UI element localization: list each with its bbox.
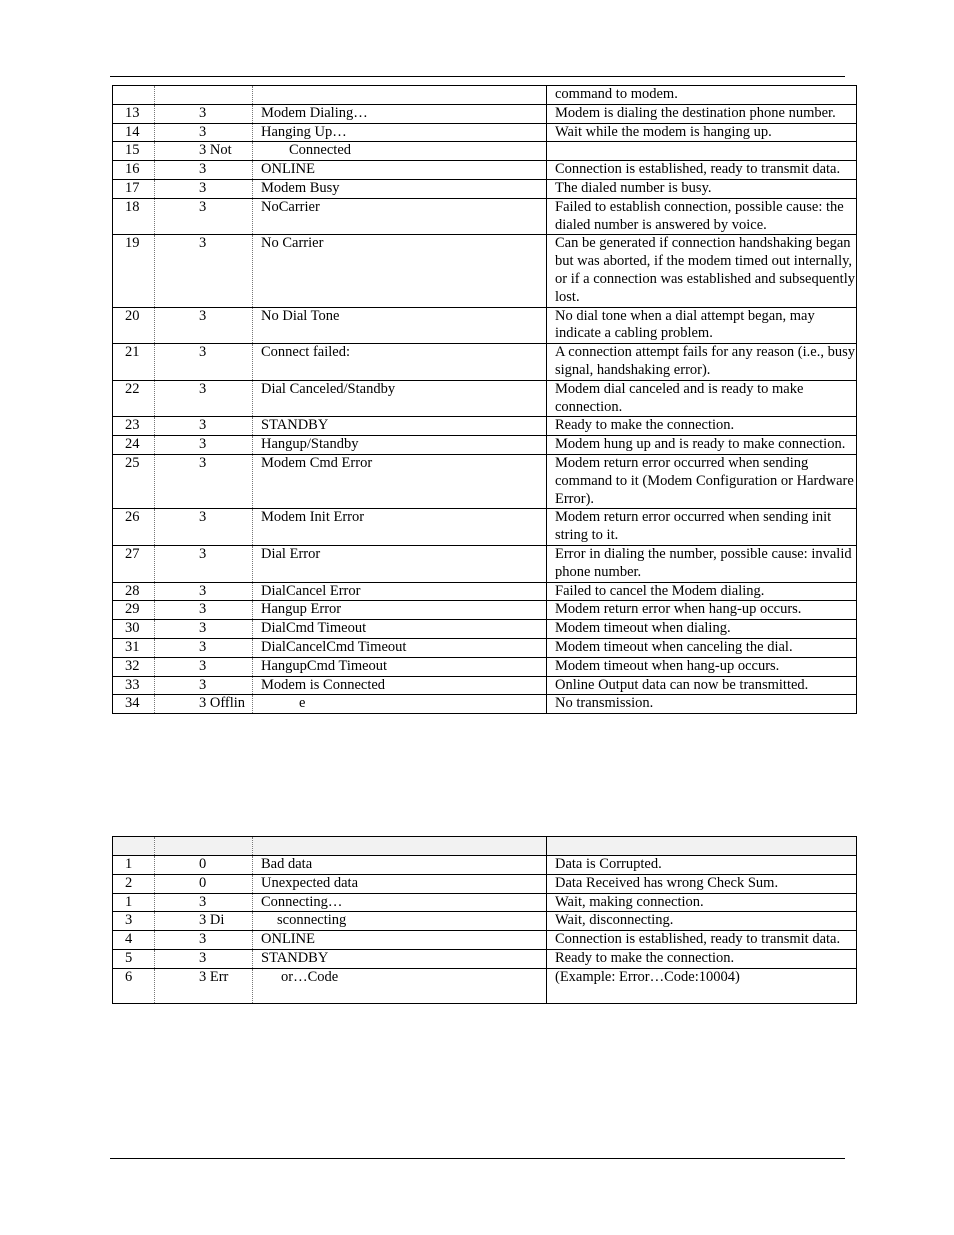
row-description: Modem timeout when hang-up occurs. bbox=[547, 657, 857, 676]
row-level: 3 bbox=[155, 601, 253, 620]
row-level: 3 bbox=[155, 620, 253, 639]
table-row bbox=[113, 161, 857, 180]
row-number: 23 bbox=[113, 417, 155, 436]
row-number: 13 bbox=[113, 104, 155, 123]
row-number: 34 bbox=[113, 695, 155, 714]
row-number: 25 bbox=[113, 454, 155, 508]
row-description: Connection is established, ready to transmit data. bbox=[547, 931, 857, 950]
row-number: 22 bbox=[113, 380, 155, 417]
header-rule bbox=[110, 76, 845, 77]
table-row bbox=[113, 874, 857, 893]
row-level: 3 bbox=[155, 123, 253, 142]
row-message: Bad data bbox=[253, 856, 547, 875]
row-description: Wait while the modem is hanging up. bbox=[547, 123, 857, 142]
row-level: 3 Offlin bbox=[155, 695, 253, 714]
row-message: Connecting… bbox=[253, 893, 547, 912]
table-row bbox=[113, 417, 857, 436]
row-message: Hangup Error bbox=[253, 601, 547, 620]
row-level: 3 bbox=[155, 436, 253, 455]
table-row bbox=[113, 344, 857, 381]
row-description: Failed to establish connection, possible cause: the dialed number is answered by voice. bbox=[547, 198, 857, 235]
table-row bbox=[113, 912, 857, 931]
row-message: Hangup/Standby bbox=[253, 436, 547, 455]
row-level: 3 bbox=[155, 104, 253, 123]
row-number: 21 bbox=[113, 344, 155, 381]
row-description: Wait, making connection. bbox=[547, 893, 857, 912]
row-level: 0 bbox=[155, 856, 253, 875]
row-level: 3 bbox=[155, 893, 253, 912]
row-level: 3 bbox=[155, 344, 253, 381]
table-row bbox=[113, 198, 857, 235]
row-description: Modem hung up and is ready to make connection. bbox=[547, 436, 857, 455]
row-message: ONLINE bbox=[253, 161, 547, 180]
row-number: 29 bbox=[113, 601, 155, 620]
row-description: Wait, disconnecting. bbox=[547, 912, 857, 931]
row-level bbox=[155, 837, 253, 856]
row-message: No Dial Tone bbox=[253, 307, 547, 344]
row-level: 3 Err bbox=[155, 968, 253, 1003]
row-level: 3 bbox=[155, 545, 253, 582]
row-description: Modem dial canceled and is ready to make connection. bbox=[547, 380, 857, 417]
table-row bbox=[113, 601, 857, 620]
row-message: DialCancel Error bbox=[253, 582, 547, 601]
row-description: The dialed number is busy. bbox=[547, 179, 857, 198]
table-row bbox=[113, 893, 857, 912]
row-number: 19 bbox=[113, 235, 155, 307]
row-number: 1 bbox=[113, 856, 155, 875]
row-message: Unexpected data bbox=[253, 874, 547, 893]
row-number: 16 bbox=[113, 161, 155, 180]
row-level: 3 bbox=[155, 307, 253, 344]
connection-status-table bbox=[112, 836, 857, 1004]
modem-status-table bbox=[112, 85, 857, 714]
table-row bbox=[113, 104, 857, 123]
row-description: No transmission. bbox=[547, 695, 857, 714]
table-row bbox=[113, 142, 857, 161]
row-description: A connection attempt fails for any reason (i.e., busy signal, handshaking error). bbox=[547, 344, 857, 381]
table-row bbox=[113, 436, 857, 455]
row-number: 33 bbox=[113, 676, 155, 695]
row-number: 3 bbox=[113, 912, 155, 931]
row-description: (Example: Error…Code:10004) bbox=[547, 968, 857, 1003]
row-level: 3 Not bbox=[155, 142, 253, 161]
row-number: 18 bbox=[113, 198, 155, 235]
row-number: 24 bbox=[113, 436, 155, 455]
row-description: Modem timeout when canceling the dial. bbox=[547, 638, 857, 657]
table-row bbox=[113, 582, 857, 601]
row-level: 3 bbox=[155, 198, 253, 235]
row-level: 3 bbox=[155, 676, 253, 695]
row-message: or…Code bbox=[253, 968, 547, 1003]
table-row bbox=[113, 380, 857, 417]
table-row bbox=[113, 968, 857, 1003]
row-description bbox=[547, 837, 857, 856]
row-description: Ready to make the connection. bbox=[547, 949, 857, 968]
table-row bbox=[113, 454, 857, 508]
row-level: 3 bbox=[155, 235, 253, 307]
table-row bbox=[113, 86, 857, 105]
row-description: Modem return error occurred when sending init string to it. bbox=[547, 509, 857, 546]
row-message: Modem Busy bbox=[253, 179, 547, 198]
row-number: 32 bbox=[113, 657, 155, 676]
table-row bbox=[113, 620, 857, 639]
table-row bbox=[113, 179, 857, 198]
row-description bbox=[547, 142, 857, 161]
row-description: Error in dialing the number, possible cause: invalid phone number. bbox=[547, 545, 857, 582]
table-row bbox=[113, 307, 857, 344]
table-row bbox=[113, 235, 857, 307]
row-message: Modem is Connected bbox=[253, 676, 547, 695]
table-row bbox=[113, 676, 857, 695]
row-level: 3 bbox=[155, 657, 253, 676]
row-level: 3 bbox=[155, 417, 253, 436]
row-number: 17 bbox=[113, 179, 155, 198]
row-level: 3 bbox=[155, 509, 253, 546]
row-message: Modem Cmd Error bbox=[253, 454, 547, 508]
table-row bbox=[113, 509, 857, 546]
row-level: 3 bbox=[155, 380, 253, 417]
row-description: Online Output data can now be transmitted. bbox=[547, 676, 857, 695]
row-message: Hanging Up… bbox=[253, 123, 547, 142]
row-message: HangupCmd Timeout bbox=[253, 657, 547, 676]
row-number: 20 bbox=[113, 307, 155, 344]
row-description: Data Received has wrong Check Sum. bbox=[547, 874, 857, 893]
table-row bbox=[113, 931, 857, 950]
row-level bbox=[155, 86, 253, 105]
row-description: Modem return error occurred when sending command to it (Modem Configuration or Hardware Error). bbox=[547, 454, 857, 508]
row-message: Modem Init Error bbox=[253, 509, 547, 546]
table-row bbox=[113, 837, 857, 856]
table-row bbox=[113, 949, 857, 968]
row-level: 3 bbox=[155, 179, 253, 198]
row-level: 0 bbox=[155, 874, 253, 893]
row-description: Can be generated if connection handshaking began but was aborted, if the modem timed out internally, or if a connection was established and subsequently lost. bbox=[547, 235, 857, 307]
row-number bbox=[113, 837, 155, 856]
row-description: Modem is dialing the destination phone number. bbox=[547, 104, 857, 123]
row-description: Ready to make the connection. bbox=[547, 417, 857, 436]
table-row bbox=[113, 695, 857, 714]
row-message: Connected bbox=[253, 142, 547, 161]
row-description: Failed to cancel the Modem dialing. bbox=[547, 582, 857, 601]
row-number: 30 bbox=[113, 620, 155, 639]
table-row bbox=[113, 545, 857, 582]
row-message: STANDBY bbox=[253, 949, 547, 968]
row-message: Dial Error bbox=[253, 545, 547, 582]
row-message bbox=[253, 86, 547, 105]
row-level: 3 bbox=[155, 454, 253, 508]
row-message: e bbox=[253, 695, 547, 714]
row-message: Connect failed: bbox=[253, 344, 547, 381]
row-level: 3 bbox=[155, 931, 253, 950]
row-level: 3 Di bbox=[155, 912, 253, 931]
row-message: ONLINE bbox=[253, 931, 547, 950]
row-message: Dial Canceled/Standby bbox=[253, 380, 547, 417]
row-level: 3 bbox=[155, 161, 253, 180]
footer-rule bbox=[110, 1158, 845, 1159]
row-level: 3 bbox=[155, 582, 253, 601]
row-number: 26 bbox=[113, 509, 155, 546]
row-level: 3 bbox=[155, 638, 253, 657]
row-number: 15 bbox=[113, 142, 155, 161]
table-row bbox=[113, 657, 857, 676]
row-number bbox=[113, 86, 155, 105]
row-description: command to modem. bbox=[547, 86, 857, 105]
row-message: STANDBY bbox=[253, 417, 547, 436]
row-number: 27 bbox=[113, 545, 155, 582]
row-description: No dial tone when a dial attempt began, may indicate a cabling problem. bbox=[547, 307, 857, 344]
table-row bbox=[113, 856, 857, 875]
row-message: DialCancelCmd Timeout bbox=[253, 638, 547, 657]
row-message: NoCarrier bbox=[253, 198, 547, 235]
row-number: 1 bbox=[113, 893, 155, 912]
table-row bbox=[113, 638, 857, 657]
row-message: sconnecting bbox=[253, 912, 547, 931]
table-row bbox=[113, 123, 857, 142]
row-number: 6 bbox=[113, 968, 155, 1003]
row-description: Connection is established, ready to transmit data. bbox=[547, 161, 857, 180]
row-message bbox=[253, 837, 547, 856]
row-message: No Carrier bbox=[253, 235, 547, 307]
row-description: Modem return error when hang-up occurs. bbox=[547, 601, 857, 620]
row-number: 14 bbox=[113, 123, 155, 142]
row-description: Data is Corrupted. bbox=[547, 856, 857, 875]
row-message: Modem Dialing… bbox=[253, 104, 547, 123]
row-description: Modem timeout when dialing. bbox=[547, 620, 857, 639]
row-message: DialCmd Timeout bbox=[253, 620, 547, 639]
row-number: 31 bbox=[113, 638, 155, 657]
row-level: 3 bbox=[155, 949, 253, 968]
row-number: 5 bbox=[113, 949, 155, 968]
row-number: 28 bbox=[113, 582, 155, 601]
row-number: 4 bbox=[113, 931, 155, 950]
row-number: 2 bbox=[113, 874, 155, 893]
